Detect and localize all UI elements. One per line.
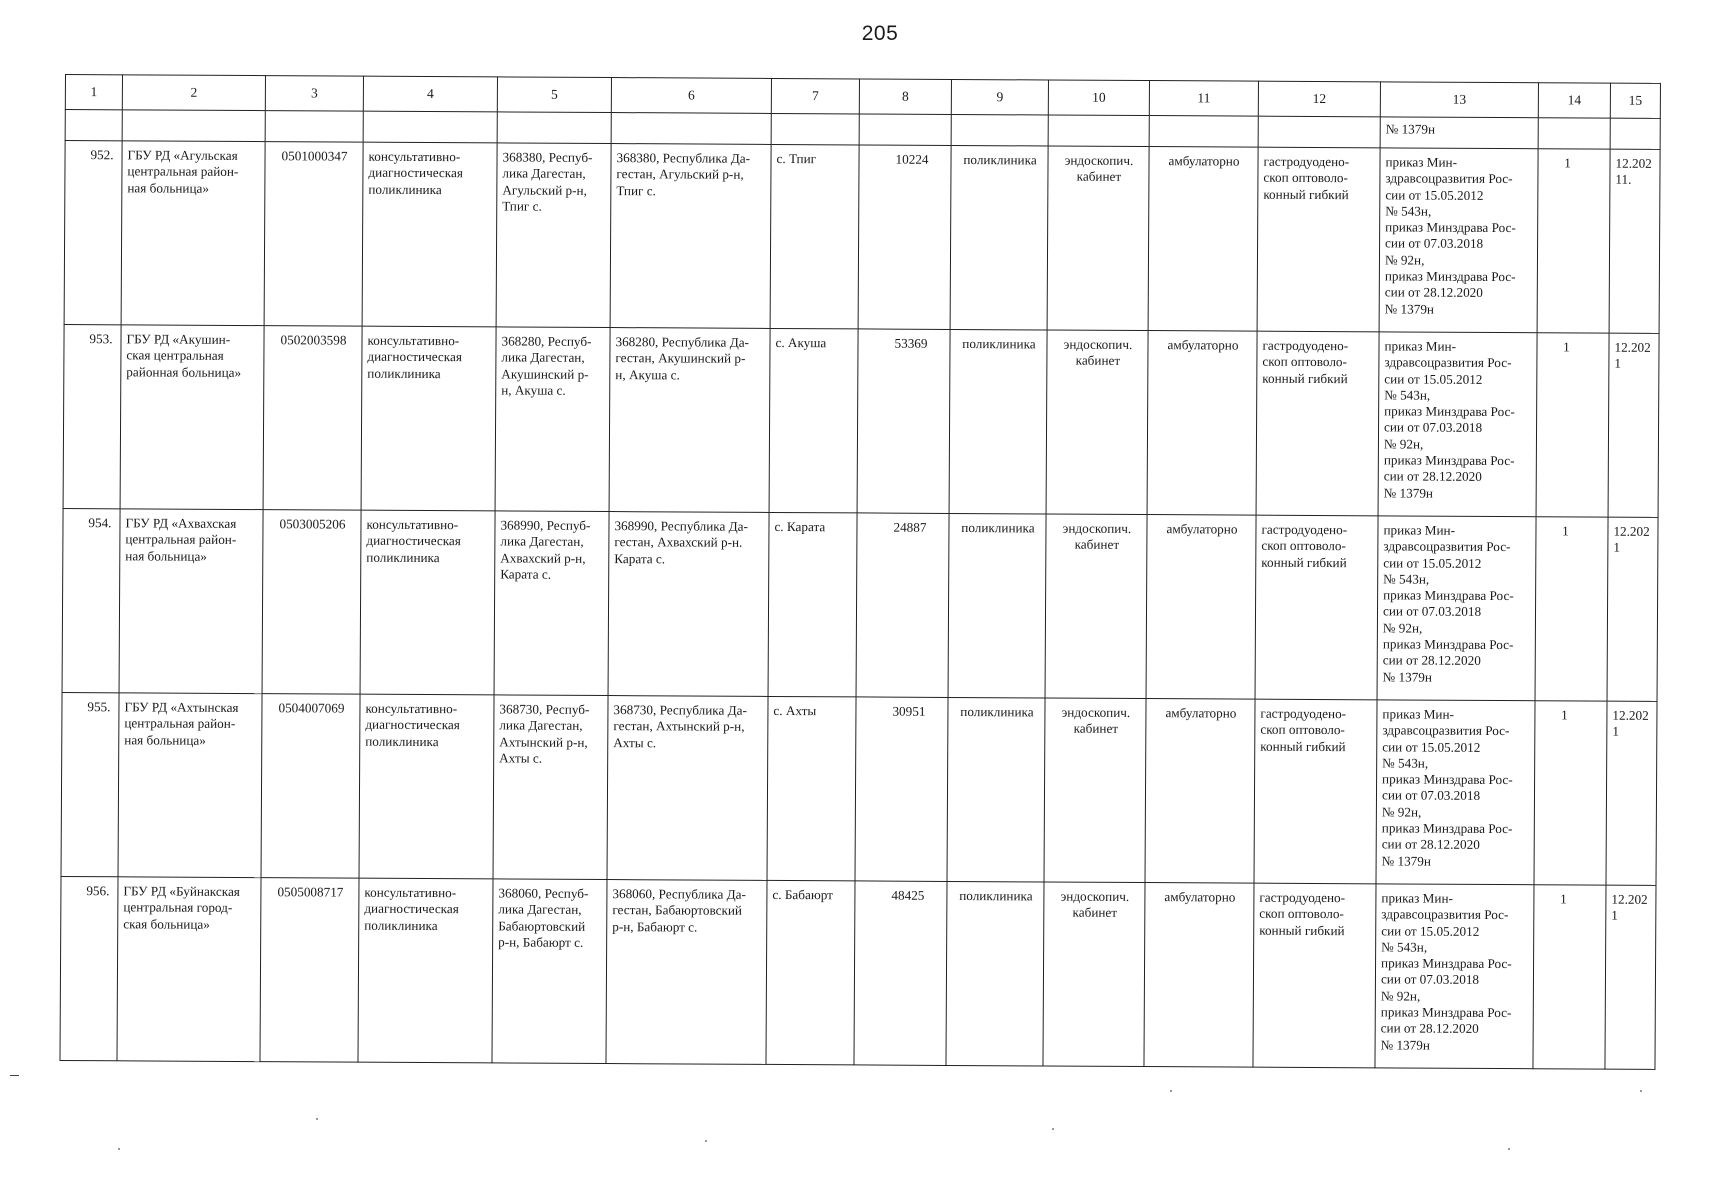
cell-line: Ахты с.	[499, 750, 543, 766]
population-cell: 24887	[856, 513, 949, 698]
row-number-cell: 955.	[61, 692, 119, 876]
empty-cell	[951, 114, 1048, 146]
scan-speck	[1508, 1148, 1510, 1150]
cell-line: поликлиника	[367, 365, 441, 381]
column-header: 9	[951, 79, 1048, 115]
inn-cell: 0503005206	[262, 510, 361, 695]
settlement-cell: с. Тпиг	[770, 144, 859, 328]
organization-cell	[117, 877, 261, 1062]
empty-cell	[122, 110, 265, 142]
cell-line: 368990, Республика Да-	[614, 518, 748, 534]
scan-speck	[705, 1140, 707, 1142]
cell-line: сии от 28.12.2020	[1384, 284, 1483, 301]
cell-line: приказ Минздрава Рос-	[1380, 1004, 1512, 1021]
settlement-cell: с. Карата	[768, 512, 857, 696]
cell-line: здравсоцразвития Рос-	[1383, 538, 1511, 555]
empty-cell	[1538, 118, 1610, 149]
row-number-cell: 956.	[60, 876, 118, 1060]
cell-line: Акушинский р-	[501, 366, 589, 382]
cell-line: р-н, Бабаюрт с.	[612, 918, 698, 935]
settlement-cell: с. Акуша	[769, 328, 858, 512]
mode-cell: амбулаторно	[1147, 331, 1257, 516]
cell-line: сии от 15.05.2012	[1385, 186, 1484, 203]
cell-line: ГБУ РД «Акушин-	[126, 331, 231, 347]
population-cell: 53369	[857, 329, 950, 514]
cell-line: сии от 28.12.2020	[1380, 1020, 1479, 1037]
cell-line: консультативно-	[364, 884, 457, 901]
cell-line: Ахты с.	[613, 734, 657, 750]
cell-line: приказ Минздрава Рос-	[1381, 820, 1513, 837]
cell-line: лика Дагестан,	[501, 349, 585, 366]
cell-line: 368730, Республика Да-	[613, 702, 747, 718]
cell-line: приказ Мин-	[1383, 522, 1456, 538]
cell-line: № 92н,	[1381, 804, 1422, 820]
cell-line: сии от 07.03.2018	[1385, 235, 1484, 252]
cell-line: сии от 07.03.2018	[1381, 787, 1481, 804]
cell-line: гастродуодено-	[1261, 521, 1348, 538]
cell-line: эндоскопич.	[1064, 152, 1134, 168]
organization-cell	[121, 141, 265, 326]
unit-cell	[1043, 882, 1145, 1067]
inn-cell: 0502003598	[263, 326, 362, 511]
cell-line: гестан, Ахвахский р-н.	[614, 534, 743, 551]
column-header: 11	[1149, 81, 1258, 117]
row-number-cell: 953.	[63, 324, 121, 508]
cell-line: ГБУ РД «Ахтынская	[124, 699, 239, 715]
empty-cell	[611, 113, 771, 145]
facility-type-cell	[361, 326, 496, 511]
cell-line: сии от 15.05.2012	[1381, 922, 1480, 939]
address-short-cell	[496, 143, 611, 328]
cell-line: сии от 07.03.2018	[1382, 603, 1482, 620]
cell-line: приказ Минздрава Рос-	[1384, 268, 1516, 285]
cell-line: № 543н,	[1382, 755, 1429, 771]
cell-line: Агульский р-н,	[502, 182, 587, 198]
address-full-cell	[608, 512, 769, 697]
equipment-cell	[1256, 331, 1379, 516]
unit-cell	[1044, 698, 1146, 883]
row-number-cell: 952.	[64, 141, 122, 325]
cell-line: приказ Минздрава Рос-	[1382, 636, 1514, 653]
cell-line: поликлиника	[368, 181, 442, 197]
cell-line: кабинет	[1076, 168, 1122, 185]
cell-line: лика Дагестан,	[500, 533, 584, 550]
cell-line: № 92н,	[1384, 252, 1425, 268]
cell-line: 368730, Респуб-	[499, 701, 590, 717]
cell-line: консультативно-	[367, 332, 460, 349]
scan-speck	[1170, 1090, 1172, 1092]
cell-line: консультативно-	[365, 700, 458, 717]
cell-line: лика Дагестан,	[502, 165, 586, 182]
cell-line: диагностическая	[366, 532, 461, 549]
facility-cell: поликлиника	[946, 881, 1044, 1066]
empty-cell	[265, 111, 363, 143]
cell-line: гастродуодено-	[1263, 153, 1350, 170]
cell-line: № 1379н	[1383, 485, 1434, 501]
population-cell: 48425	[854, 881, 947, 1066]
cell-line: кабинет	[1074, 536, 1120, 553]
cell-line: кабинет	[1072, 904, 1118, 921]
cell-line: н, Акуша с.	[615, 366, 680, 383]
cell-line: конный гибкий	[1263, 186, 1349, 202]
mode-cell: амбулаторно	[1148, 147, 1258, 332]
cell-line: скоп оптоволо-	[1262, 353, 1347, 370]
mode-cell: амбулаторно	[1144, 883, 1254, 1068]
empty-cell	[1610, 118, 1660, 149]
cell-line: приказ Мин-	[1381, 890, 1453, 906]
cell-line: лика Дагестан,	[499, 717, 583, 734]
cell-line: Тпиг с.	[616, 182, 656, 198]
cell-line: центральная город-	[123, 899, 233, 916]
cell-line: ГБУ РД «Агульская	[127, 147, 238, 163]
cell-line: ная больница»	[124, 731, 206, 748]
quantity-cell: 1	[1535, 517, 1608, 701]
empty-cell	[363, 111, 497, 143]
quantity-cell: 1	[1536, 333, 1609, 517]
cell-line: 368060, Респуб-	[498, 885, 589, 901]
cell-line: Карата с.	[500, 566, 552, 582]
facility-type-cell	[360, 510, 495, 695]
table-row	[61, 692, 1657, 885]
basis-cell	[1379, 148, 1538, 333]
cell-line: гестан, Акушинский р-	[615, 350, 746, 367]
cell-line: 368060, Республика Да-	[612, 886, 746, 902]
inn-cell: 0501000347	[264, 142, 363, 327]
address-short-cell	[492, 879, 607, 1064]
cell-line: № 1379н	[1380, 1037, 1430, 1053]
column-header: 13	[1380, 82, 1538, 118]
cell-line: поликлиника	[364, 917, 438, 933]
cell-line: скоп оптоволо-	[1263, 169, 1348, 186]
continuation-basis-cell: № 1379н	[1380, 117, 1538, 149]
cell-line: сии от 28.12.2020	[1383, 468, 1482, 485]
row-number-cell: 954.	[62, 508, 120, 692]
cell-line: № 543н,	[1384, 387, 1431, 403]
cell-line: конный гибкий	[1262, 370, 1348, 386]
cell-line: эндоскопич.	[1063, 336, 1133, 352]
empty-cell	[771, 113, 859, 144]
cell-line: № 543н,	[1381, 939, 1428, 955]
cell-line: диагностическая	[365, 716, 460, 733]
empty-cell	[497, 112, 611, 144]
cell-line: центральная район-	[127, 163, 239, 180]
cell-line: здравсоцразвития Рос-	[1384, 354, 1512, 371]
facility-cell: поликлиника	[948, 513, 1046, 698]
column-header: 10	[1048, 80, 1149, 116]
cell-line: гастродуодено-	[1259, 889, 1346, 906]
cell-line: ная больница»	[125, 547, 207, 564]
column-header: 3	[265, 76, 363, 112]
empty-cell	[1149, 116, 1258, 148]
cell-line: кабинет	[1073, 720, 1119, 737]
cell-line: приказ Минздрава Рос-	[1383, 587, 1514, 604]
basis-cell	[1378, 332, 1537, 517]
empty-cell	[1048, 115, 1149, 147]
cell-line: приказ Минздрава Рос-	[1381, 955, 1512, 972]
cell-line: районная больница»	[126, 363, 242, 380]
cell-line: приказ Минздрава Рос-	[1385, 219, 1516, 236]
basis-cell	[1375, 884, 1534, 1069]
mode-cell: амбулаторно	[1145, 699, 1255, 884]
date-cell: 12.2021	[1607, 517, 1658, 701]
date-cell: 12.20211.	[1609, 149, 1660, 333]
cell-line: сии от 15.05.2012	[1384, 370, 1483, 387]
cell-line: центральная район-	[125, 531, 237, 548]
cell-line: Ахтынский р-н,	[499, 734, 588, 750]
cell-line: Бабаюртовский	[498, 918, 586, 934]
cell-line: центральная район-	[124, 715, 236, 732]
cell-line: эндоскопич.	[1062, 520, 1132, 536]
address-full-cell	[607, 696, 768, 881]
facility-cell: поликлиника	[949, 329, 1047, 514]
cell-line: № 1379н	[1382, 669, 1433, 685]
cell-line: ская центральная	[126, 347, 224, 364]
empty-cell	[1258, 116, 1380, 148]
date-cell: 12.2021	[1605, 885, 1656, 1069]
organization-cell	[119, 509, 263, 694]
address-short-cell	[493, 695, 608, 880]
column-header: 14	[1538, 83, 1610, 118]
cell-line: приказ Минздрава Рос-	[1383, 452, 1515, 469]
cell-line: гастродуодено-	[1260, 705, 1347, 722]
unit-cell	[1045, 514, 1147, 699]
quantity-cell: 1	[1534, 701, 1607, 885]
cell-line: Карата с.	[614, 550, 666, 566]
cell-line: сии от 28.12.2020	[1382, 652, 1481, 669]
cell-line: лика Дагестан,	[498, 901, 582, 918]
facility-cell: поликлиника	[947, 697, 1045, 882]
cell-line: приказ Минздрава Рос-	[1382, 771, 1513, 788]
cell-line: 368380, Респуб-	[502, 149, 593, 165]
facility-type-cell	[358, 878, 493, 1063]
cell-line: 368280, Республика Да-	[615, 334, 750, 350]
address-short-cell	[494, 511, 609, 696]
cell-line: диагностическая	[367, 348, 462, 365]
cell-line: конный гибкий	[1261, 554, 1347, 570]
cell-line: скоп оптоволо-	[1261, 537, 1346, 554]
cell-line: поликлиника	[365, 733, 439, 749]
cell-line: сии от 15.05.2012	[1382, 738, 1481, 755]
address-full-cell	[609, 328, 770, 513]
cell-line: гестан, Ахтынский р-н,	[613, 718, 745, 735]
cell-line: ГБУ РД «Ахвахская	[125, 515, 237, 531]
cell-line: Тпиг с.	[502, 198, 542, 214]
cell-line: эндоскопич.	[1060, 888, 1130, 904]
cell-line: приказ Мин-	[1382, 706, 1455, 722]
scan-speck	[1640, 1090, 1642, 1092]
cell-line: приказ Мин-	[1384, 338, 1457, 354]
address-full-cell	[606, 880, 767, 1065]
equipment-cell	[1254, 699, 1377, 884]
empty-cell	[859, 114, 951, 146]
column-header: 1	[65, 75, 122, 110]
equipment-cell	[1253, 883, 1376, 1068]
page-number: 205	[861, 22, 899, 45]
table-row	[64, 141, 1660, 334]
cell-line: скоп оптоволо-	[1259, 905, 1344, 922]
table-row	[60, 876, 1656, 1069]
quantity-cell: 1	[1537, 149, 1610, 333]
equipment-cell	[1255, 515, 1378, 700]
cell-line: р-н, Бабаюрт с.	[498, 934, 584, 950]
cell-line: гестан, Агульский р-н,	[616, 166, 744, 183]
cell-line: н, Акуша с.	[501, 382, 566, 398]
cell-line: № 543н,	[1383, 571, 1430, 587]
cell-line: № 543н,	[1385, 203, 1432, 219]
column-header: 5	[497, 77, 611, 113]
population-cell: 10224	[858, 145, 951, 330]
cell-line: № 1379н	[1381, 853, 1431, 869]
cell-line: № 92н,	[1383, 436, 1424, 452]
organization-cell	[118, 693, 262, 878]
column-header: 15	[1610, 83, 1660, 118]
cell-line: здравсоцразвития Рос-	[1381, 906, 1509, 923]
cell-line: конный гибкий	[1259, 922, 1345, 938]
organization-cell	[120, 325, 264, 510]
register-table	[59, 74, 1660, 1070]
cell-line: конный гибкий	[1260, 738, 1346, 754]
cell-line: 368280, Респуб-	[501, 333, 592, 349]
column-header: 8	[859, 79, 951, 115]
cell-line: Ахвахский р-н,	[500, 550, 586, 566]
facility-type-cell	[359, 694, 494, 879]
quantity-cell: 1	[1533, 885, 1606, 1069]
facility-cell: поликлиника	[950, 145, 1048, 330]
table-row	[63, 324, 1659, 517]
equipment-cell	[1257, 147, 1380, 332]
cell-line: консультативно-	[368, 148, 461, 165]
cell-line: приказ Мин-	[1385, 154, 1458, 170]
cell-line: ГБУ РД «Буйнакская	[123, 883, 240, 899]
column-header: 2	[122, 75, 265, 111]
unit-cell	[1046, 330, 1148, 515]
inn-cell: 0504007069	[261, 694, 360, 879]
column-header: 12	[1258, 81, 1380, 117]
basis-cell	[1377, 516, 1536, 701]
mode-cell: амбулаторно	[1146, 515, 1256, 700]
cell-line: поликлиника	[366, 549, 440, 565]
cell-line: гестан, Бабаюртовский	[612, 902, 743, 919]
date-cell: 12.2021	[1606, 701, 1657, 885]
cell-line: сии от 15.05.2012	[1383, 554, 1482, 571]
column-header: 6	[611, 78, 771, 114]
unit-cell	[1047, 146, 1149, 331]
cell-line: скоп оптоволо-	[1260, 721, 1345, 738]
address-short-cell	[495, 327, 610, 512]
cell-line: здравсоцразвития Рос-	[1382, 722, 1510, 739]
scan-speck	[316, 1118, 318, 1120]
settlement-cell: с. Ахты	[767, 696, 856, 880]
inn-cell: 0505008717	[260, 878, 359, 1063]
cell-line: кабинет	[1075, 352, 1121, 369]
table-row	[62, 508, 1658, 701]
scan-edge-mark	[10, 1075, 19, 1076]
address-full-cell	[610, 144, 771, 329]
settlement-cell: с. Бабаюрт	[766, 880, 855, 1064]
scan-speck	[1052, 1128, 1054, 1130]
cell-line: № 1379н	[1384, 301, 1435, 317]
empty-cell	[65, 110, 122, 141]
cell-line: сии от 07.03.2018	[1384, 419, 1483, 436]
cell-line: ская больница»	[123, 915, 210, 932]
cell-line: здравсоцразвития Рос-	[1385, 170, 1513, 187]
scan-speck	[118, 1148, 120, 1150]
cell-line: № 92н,	[1382, 620, 1423, 636]
population-cell: 30951	[855, 697, 948, 882]
cell-line: диагностическая	[364, 900, 459, 917]
basis-cell	[1376, 700, 1535, 885]
cell-line: консультативно-	[366, 516, 459, 533]
facility-type-cell	[362, 142, 497, 327]
cell-line: сии от 28.12.2020	[1381, 836, 1480, 853]
cell-line: приказ Минздрава Рос-	[1384, 403, 1515, 420]
column-header: 7	[771, 78, 859, 113]
cell-line: 368990, Респуб-	[500, 517, 591, 533]
date-cell: 12.2021	[1608, 333, 1659, 517]
cell-line: диагностическая	[368, 164, 463, 181]
column-header: 4	[363, 76, 497, 112]
cell-line: № 92н,	[1380, 988, 1421, 1004]
cell-line: сии от 07.03.2018	[1380, 971, 1480, 988]
cell-line: ная больница»	[127, 179, 210, 196]
cell-line: 368380, Республика Да-	[616, 150, 751, 166]
cell-line: гастродуодено-	[1262, 337, 1349, 354]
cell-line: эндоскопич.	[1061, 704, 1131, 720]
